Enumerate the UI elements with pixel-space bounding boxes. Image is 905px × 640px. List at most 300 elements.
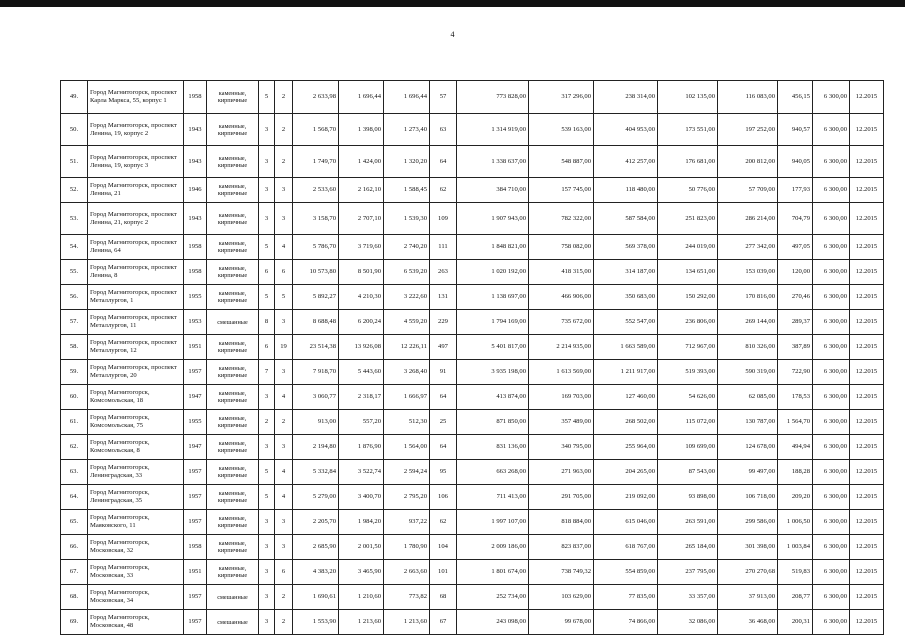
total-area-cell: 5 332,84 <box>293 460 339 485</box>
floors-cell: 6 <box>259 260 275 285</box>
fund-cost-cell: 418 315,00 <box>529 260 594 285</box>
total-cost-cell: 1 138 697,00 <box>457 285 529 310</box>
private-area-cell: 4 559,20 <box>384 310 430 335</box>
completion-date-cell: 12.2015 <box>850 235 884 260</box>
floors-cell: 5 <box>259 460 275 485</box>
total-cost-cell: 1 801 674,00 <box>457 560 529 585</box>
year-cell: 1953 <box>184 310 207 335</box>
limit-cost-cell: 6 300,00 <box>813 535 850 560</box>
fund-cost-cell: 1 613 569,00 <box>529 360 594 385</box>
private-area-cell: 3 268,40 <box>384 360 430 385</box>
completion-date-cell: 12.2015 <box>850 410 884 435</box>
completion-date-cell: 12.2015 <box>850 610 884 635</box>
entrances-cell: 6 <box>275 560 293 585</box>
entrances-cell: 3 <box>275 435 293 460</box>
floors-cell: 5 <box>259 285 275 310</box>
region-cost-cell: 77 835,00 <box>594 585 658 610</box>
year-cell: 1951 <box>184 335 207 360</box>
cost-per-m2-cell: 519,83 <box>778 560 813 585</box>
residents-cell: 497 <box>430 335 457 360</box>
living-area-cell: 1 876,90 <box>339 435 384 460</box>
fund-cost-cell: 169 703,00 <box>529 385 594 410</box>
region-cost-cell: 204 265,00 <box>594 460 658 485</box>
residents-cell: 57 <box>430 81 457 114</box>
row-number: 54. <box>61 235 88 260</box>
row-number: 64. <box>61 485 88 510</box>
total-cost-cell: 1 997 107,00 <box>457 510 529 535</box>
owners-cost-cell: 277 342,00 <box>718 235 778 260</box>
total-area-cell: 7 918,70 <box>293 360 339 385</box>
address-cell: Город Магнитогорск, Московская, 34 <box>88 585 184 610</box>
fund-cost-cell: 782 322,00 <box>529 203 594 235</box>
total-area-cell: 2 685,90 <box>293 535 339 560</box>
row-number: 61. <box>61 410 88 435</box>
row-number: 57. <box>61 310 88 335</box>
private-area-cell: 1 273,40 <box>384 114 430 146</box>
city-cost-cell: 33 357,00 <box>658 585 718 610</box>
floors-cell: 3 <box>259 203 275 235</box>
fund-cost-cell: 357 489,00 <box>529 410 594 435</box>
fund-cost-cell: 738 749,32 <box>529 560 594 585</box>
material-cell: смешанные <box>207 310 259 335</box>
living-area-cell: 13 926,08 <box>339 335 384 360</box>
completion-date-cell: 12.2015 <box>850 203 884 235</box>
total-cost-cell: 1 338 637,00 <box>457 146 529 178</box>
floors-cell: 2 <box>259 410 275 435</box>
entrances-cell: 2 <box>275 410 293 435</box>
city-cost-cell: 265 184,00 <box>658 535 718 560</box>
row-number: 69. <box>61 610 88 635</box>
entrances-cell: 3 <box>275 310 293 335</box>
material-cell: каменные, кирпичные <box>207 460 259 485</box>
limit-cost-cell: 6 300,00 <box>813 235 850 260</box>
material-cell: каменные, кирпичные <box>207 178 259 203</box>
fund-cost-cell: 823 837,00 <box>529 535 594 560</box>
cost-per-m2-cell: 270,46 <box>778 285 813 310</box>
private-area-cell: 1 539,30 <box>384 203 430 235</box>
completion-date-cell: 12.2015 <box>850 560 884 585</box>
total-cost-cell: 711 413,00 <box>457 485 529 510</box>
entrances-cell: 2 <box>275 81 293 114</box>
row-number: 60. <box>61 385 88 410</box>
owners-cost-cell: 197 252,00 <box>718 114 778 146</box>
row-number: 63. <box>61 460 88 485</box>
material-cell: смешанные <box>207 585 259 610</box>
total-area-cell: 2 194,80 <box>293 435 339 460</box>
living-area-cell: 3 522,74 <box>339 460 384 485</box>
cost-per-m2-cell: 940,57 <box>778 114 813 146</box>
city-cost-cell: 173 551,00 <box>658 114 718 146</box>
fund-cost-cell: 271 963,00 <box>529 460 594 485</box>
residents-cell: 109 <box>430 203 457 235</box>
limit-cost-cell: 6 300,00 <box>813 435 850 460</box>
residents-cell: 95 <box>430 460 457 485</box>
owners-cost-cell: 62 085,00 <box>718 385 778 410</box>
limit-cost-cell: 6 300,00 <box>813 560 850 585</box>
table-row <box>61 585 884 610</box>
table-row <box>61 560 884 585</box>
entrances-cell: 2 <box>275 114 293 146</box>
entrances-cell: 6 <box>275 260 293 285</box>
completion-date-cell: 12.2015 <box>850 510 884 535</box>
limit-cost-cell: 6 300,00 <box>813 178 850 203</box>
total-cost-cell: 1 794 169,00 <box>457 310 529 335</box>
row-number: 55. <box>61 260 88 285</box>
material-cell: каменные, кирпичные <box>207 203 259 235</box>
region-cost-cell: 118 480,00 <box>594 178 658 203</box>
entrances-cell: 19 <box>275 335 293 360</box>
cost-per-m2-cell: 200,31 <box>778 610 813 635</box>
address-cell: Город Магнитогорск, Комсомольская, 75 <box>88 410 184 435</box>
total-cost-cell: 2 009 186,00 <box>457 535 529 560</box>
limit-cost-cell: 6 300,00 <box>813 260 850 285</box>
owners-cost-cell: 130 787,00 <box>718 410 778 435</box>
private-area-cell: 1 320,20 <box>384 146 430 178</box>
owners-cost-cell: 301 398,00 <box>718 535 778 560</box>
total-cost-cell: 871 850,00 <box>457 410 529 435</box>
residents-cell: 62 <box>430 178 457 203</box>
residents-cell: 64 <box>430 385 457 410</box>
entrances-cell: 3 <box>275 510 293 535</box>
table-row <box>61 235 884 260</box>
floors-cell: 8 <box>259 310 275 335</box>
address-cell: Город Магнитогорск, Комсомольская, 18 <box>88 385 184 410</box>
address-cell: Город Магнитогорск, проспект Ленина, 19, корпус 2 <box>88 114 184 146</box>
living-area-cell: 1 213,60 <box>339 610 384 635</box>
entrances-cell: 3 <box>275 535 293 560</box>
completion-date-cell: 12.2015 <box>850 335 884 360</box>
living-area-cell: 1 398,00 <box>339 114 384 146</box>
row-number: 49. <box>61 81 88 114</box>
year-cell: 1957 <box>184 510 207 535</box>
total-cost-cell: 384 710,00 <box>457 178 529 203</box>
year-cell: 1958 <box>184 235 207 260</box>
residents-cell: 229 <box>430 310 457 335</box>
total-area-cell: 5 892,27 <box>293 285 339 310</box>
residents-cell: 25 <box>430 410 457 435</box>
city-cost-cell: 176 681,00 <box>658 146 718 178</box>
address-cell: Город Магнитогорск, Московская, 33 <box>88 560 184 585</box>
cost-per-m2-cell: 704,79 <box>778 203 813 235</box>
housing-repair-table <box>60 80 884 635</box>
material-cell: каменные, кирпичные <box>207 435 259 460</box>
limit-cost-cell: 6 300,00 <box>813 146 850 178</box>
fund-cost-cell: 548 887,00 <box>529 146 594 178</box>
table-row <box>61 460 884 485</box>
limit-cost-cell: 6 300,00 <box>813 485 850 510</box>
city-cost-cell: 109 699,00 <box>658 435 718 460</box>
total-area-cell: 913,00 <box>293 410 339 435</box>
material-cell: каменные, кирпичные <box>207 485 259 510</box>
limit-cost-cell: 6 300,00 <box>813 610 850 635</box>
region-cost-cell: 554 859,00 <box>594 560 658 585</box>
city-cost-cell: 150 292,00 <box>658 285 718 310</box>
private-area-cell: 512,30 <box>384 410 430 435</box>
floors-cell: 3 <box>259 535 275 560</box>
cost-per-m2-cell: 456,15 <box>778 81 813 114</box>
total-cost-cell: 3 935 198,00 <box>457 360 529 385</box>
year-cell: 1957 <box>184 610 207 635</box>
residents-cell: 101 <box>430 560 457 585</box>
region-cost-cell: 615 046,00 <box>594 510 658 535</box>
row-number: 59. <box>61 360 88 385</box>
material-cell: каменные, кирпичные <box>207 285 259 310</box>
region-cost-cell: 1 211 917,00 <box>594 360 658 385</box>
residents-cell: 131 <box>430 285 457 310</box>
address-cell: Город Магнитогорск, проспект Ленина, 21 <box>88 178 184 203</box>
limit-cost-cell: 6 300,00 <box>813 203 850 235</box>
private-area-cell: 1 213,60 <box>384 610 430 635</box>
year-cell: 1957 <box>184 360 207 385</box>
year-cell: 1951 <box>184 560 207 585</box>
region-cost-cell: 412 257,00 <box>594 146 658 178</box>
living-area-cell: 4 210,30 <box>339 285 384 310</box>
table-row <box>61 435 884 460</box>
fund-cost-cell: 758 082,00 <box>529 235 594 260</box>
entrances-cell: 2 <box>275 146 293 178</box>
cost-per-m2-cell: 722,90 <box>778 360 813 385</box>
year-cell: 1947 <box>184 385 207 410</box>
total-area-cell: 1 553,90 <box>293 610 339 635</box>
address-cell: Город Магнитогорск, Московская, 32 <box>88 535 184 560</box>
cost-per-m2-cell: 120,00 <box>778 260 813 285</box>
private-area-cell: 1 588,45 <box>384 178 430 203</box>
living-area-cell: 2 318,17 <box>339 385 384 410</box>
limit-cost-cell: 6 300,00 <box>813 81 850 114</box>
total-cost-cell: 1 907 943,00 <box>457 203 529 235</box>
fund-cost-cell: 818 884,00 <box>529 510 594 535</box>
owners-cost-cell: 153 039,00 <box>718 260 778 285</box>
address-cell: Город Магнитогорск, проспект Карла Маркса, 55, корпус 1 <box>88 81 184 114</box>
residents-cell: 64 <box>430 146 457 178</box>
year-cell: 1957 <box>184 460 207 485</box>
completion-date-cell: 12.2015 <box>850 485 884 510</box>
region-cost-cell: 238 314,00 <box>594 81 658 114</box>
residents-cell: 111 <box>430 235 457 260</box>
table-row <box>61 510 884 535</box>
address-cell: Город Магнитогорск, проспект Металлургов, 12 <box>88 335 184 360</box>
row-number: 52. <box>61 178 88 203</box>
total-area-cell: 1 568,70 <box>293 114 339 146</box>
table-row <box>61 610 884 635</box>
floors-cell: 7 <box>259 360 275 385</box>
private-area-cell: 937,22 <box>384 510 430 535</box>
address-cell: Город Магнитогорск, проспект Ленина, 19, корпус 3 <box>88 146 184 178</box>
completion-date-cell: 12.2015 <box>850 535 884 560</box>
completion-date-cell: 12.2015 <box>850 585 884 610</box>
owners-cost-cell: 124 678,00 <box>718 435 778 460</box>
address-cell: Город Магнитогорск, Ленинградская, 35 <box>88 485 184 510</box>
material-cell: каменные, кирпичные <box>207 410 259 435</box>
completion-date-cell: 12.2015 <box>850 360 884 385</box>
total-area-cell: 3 158,70 <box>293 203 339 235</box>
total-cost-cell: 773 828,00 <box>457 81 529 114</box>
address-cell: Город Магнитогорск, проспект Металлургов, 11 <box>88 310 184 335</box>
completion-date-cell: 12.2015 <box>850 146 884 178</box>
material-cell: каменные, кирпичные <box>207 260 259 285</box>
total-cost-cell: 413 874,00 <box>457 385 529 410</box>
entrances-cell: 4 <box>275 235 293 260</box>
completion-date-cell: 12.2015 <box>850 285 884 310</box>
private-area-cell: 1 696,44 <box>384 81 430 114</box>
cost-per-m2-cell: 1 003,84 <box>778 535 813 560</box>
row-number: 62. <box>61 435 88 460</box>
owners-cost-cell: 590 319,00 <box>718 360 778 385</box>
entrances-cell: 2 <box>275 585 293 610</box>
fund-cost-cell: 2 214 935,00 <box>529 335 594 360</box>
region-cost-cell: 552 547,00 <box>594 310 658 335</box>
cost-per-m2-cell: 178,53 <box>778 385 813 410</box>
table-row <box>61 535 884 560</box>
address-cell: Город Магнитогорск, Ленинградская, 33 <box>88 460 184 485</box>
living-area-cell: 1 424,00 <box>339 146 384 178</box>
owners-cost-cell: 36 468,00 <box>718 610 778 635</box>
cost-per-m2-cell: 497,05 <box>778 235 813 260</box>
row-number: 51. <box>61 146 88 178</box>
owners-cost-cell: 170 816,00 <box>718 285 778 310</box>
cost-per-m2-cell: 188,28 <box>778 460 813 485</box>
page-top-border <box>0 0 905 7</box>
limit-cost-cell: 6 300,00 <box>813 310 850 335</box>
city-cost-cell: 244 019,00 <box>658 235 718 260</box>
table-row <box>61 285 884 310</box>
year-cell: 1958 <box>184 260 207 285</box>
entrances-cell: 5 <box>275 285 293 310</box>
row-number: 65. <box>61 510 88 535</box>
total-cost-cell: 663 268,00 <box>457 460 529 485</box>
living-area-cell: 3 465,90 <box>339 560 384 585</box>
floors-cell: 3 <box>259 385 275 410</box>
region-cost-cell: 350 683,00 <box>594 285 658 310</box>
cost-per-m2-cell: 177,93 <box>778 178 813 203</box>
table-row <box>61 178 884 203</box>
owners-cost-cell: 286 214,00 <box>718 203 778 235</box>
table-row <box>61 360 884 385</box>
floors-cell: 3 <box>259 435 275 460</box>
city-cost-cell: 263 591,00 <box>658 510 718 535</box>
completion-date-cell: 12.2015 <box>850 260 884 285</box>
region-cost-cell: 587 584,00 <box>594 203 658 235</box>
private-area-cell: 12 226,11 <box>384 335 430 360</box>
city-cost-cell: 236 806,00 <box>658 310 718 335</box>
fund-cost-cell: 466 906,00 <box>529 285 594 310</box>
region-cost-cell: 404 953,00 <box>594 114 658 146</box>
limit-cost-cell: 6 300,00 <box>813 285 850 310</box>
table-row <box>61 410 884 435</box>
limit-cost-cell: 6 300,00 <box>813 335 850 360</box>
city-cost-cell: 93 898,00 <box>658 485 718 510</box>
total-area-cell: 1 749,70 <box>293 146 339 178</box>
table-row <box>61 81 884 114</box>
living-area-cell: 1 984,20 <box>339 510 384 535</box>
floors-cell: 3 <box>259 178 275 203</box>
material-cell: каменные, кирпичные <box>207 146 259 178</box>
table-row <box>61 385 884 410</box>
cost-per-m2-cell: 1 006,50 <box>778 510 813 535</box>
year-cell: 1958 <box>184 535 207 560</box>
table-row <box>61 485 884 510</box>
owners-cost-cell: 106 718,00 <box>718 485 778 510</box>
city-cost-cell: 251 823,00 <box>658 203 718 235</box>
cost-per-m2-cell: 940,05 <box>778 146 813 178</box>
residents-cell: 106 <box>430 485 457 510</box>
entrances-cell: 4 <box>275 460 293 485</box>
material-cell: каменные, кирпичные <box>207 535 259 560</box>
total-area-cell: 4 383,20 <box>293 560 339 585</box>
fund-cost-cell: 735 672,00 <box>529 310 594 335</box>
material-cell: каменные, кирпичные <box>207 335 259 360</box>
floors-cell: 3 <box>259 510 275 535</box>
entrances-cell: 4 <box>275 385 293 410</box>
owners-cost-cell: 270 270,68 <box>718 560 778 585</box>
city-cost-cell: 54 626,00 <box>658 385 718 410</box>
total-area-cell: 8 688,48 <box>293 310 339 335</box>
private-area-cell: 2 663,60 <box>384 560 430 585</box>
floors-cell: 3 <box>259 610 275 635</box>
owners-cost-cell: 116 083,00 <box>718 81 778 114</box>
residents-cell: 68 <box>430 585 457 610</box>
cost-per-m2-cell: 494,94 <box>778 435 813 460</box>
table-row <box>61 203 884 235</box>
floors-cell: 5 <box>259 81 275 114</box>
fund-cost-cell: 340 795,00 <box>529 435 594 460</box>
living-area-cell: 557,20 <box>339 410 384 435</box>
cost-per-m2-cell: 208,77 <box>778 585 813 610</box>
completion-date-cell: 12.2015 <box>850 81 884 114</box>
limit-cost-cell: 6 300,00 <box>813 114 850 146</box>
private-area-cell: 2 594,24 <box>384 460 430 485</box>
address-cell: Город Магнитогорск, проспект Металлургов, 20 <box>88 360 184 385</box>
year-cell: 1943 <box>184 146 207 178</box>
total-cost-cell: 831 136,00 <box>457 435 529 460</box>
entrances-cell: 3 <box>275 203 293 235</box>
residents-cell: 63 <box>430 114 457 146</box>
owners-cost-cell: 299 586,00 <box>718 510 778 535</box>
residents-cell: 62 <box>430 510 457 535</box>
row-number: 66. <box>61 535 88 560</box>
limit-cost-cell: 6 300,00 <box>813 360 850 385</box>
region-cost-cell: 618 767,00 <box>594 535 658 560</box>
entrances-cell: 2 <box>275 610 293 635</box>
completion-date-cell: 12.2015 <box>850 178 884 203</box>
address-cell: Город Магнитогорск, проспект Металлургов, 1 <box>88 285 184 310</box>
private-area-cell: 1 666,97 <box>384 385 430 410</box>
residents-cell: 104 <box>430 535 457 560</box>
living-area-cell: 3 719,60 <box>339 235 384 260</box>
owners-cost-cell: 57 709,00 <box>718 178 778 203</box>
table-row <box>61 146 884 178</box>
year-cell: 1943 <box>184 114 207 146</box>
residents-cell: 263 <box>430 260 457 285</box>
living-area-cell: 2 707,10 <box>339 203 384 235</box>
cost-per-m2-cell: 387,89 <box>778 335 813 360</box>
entrances-cell: 4 <box>275 485 293 510</box>
total-cost-cell: 243 098,00 <box>457 610 529 635</box>
completion-date-cell: 12.2015 <box>850 435 884 460</box>
address-cell: Город Магнитогорск, Комсомольская, 8 <box>88 435 184 460</box>
total-area-cell: 3 060,77 <box>293 385 339 410</box>
city-cost-cell: 712 967,00 <box>658 335 718 360</box>
year-cell: 1955 <box>184 285 207 310</box>
limit-cost-cell: 6 300,00 <box>813 385 850 410</box>
living-area-cell: 2 001,50 <box>339 535 384 560</box>
region-cost-cell: 314 187,00 <box>594 260 658 285</box>
total-area-cell: 2 533,60 <box>293 178 339 203</box>
owners-cost-cell: 810 326,00 <box>718 335 778 360</box>
limit-cost-cell: 6 300,00 <box>813 585 850 610</box>
row-number: 56. <box>61 285 88 310</box>
table-row <box>61 114 884 146</box>
